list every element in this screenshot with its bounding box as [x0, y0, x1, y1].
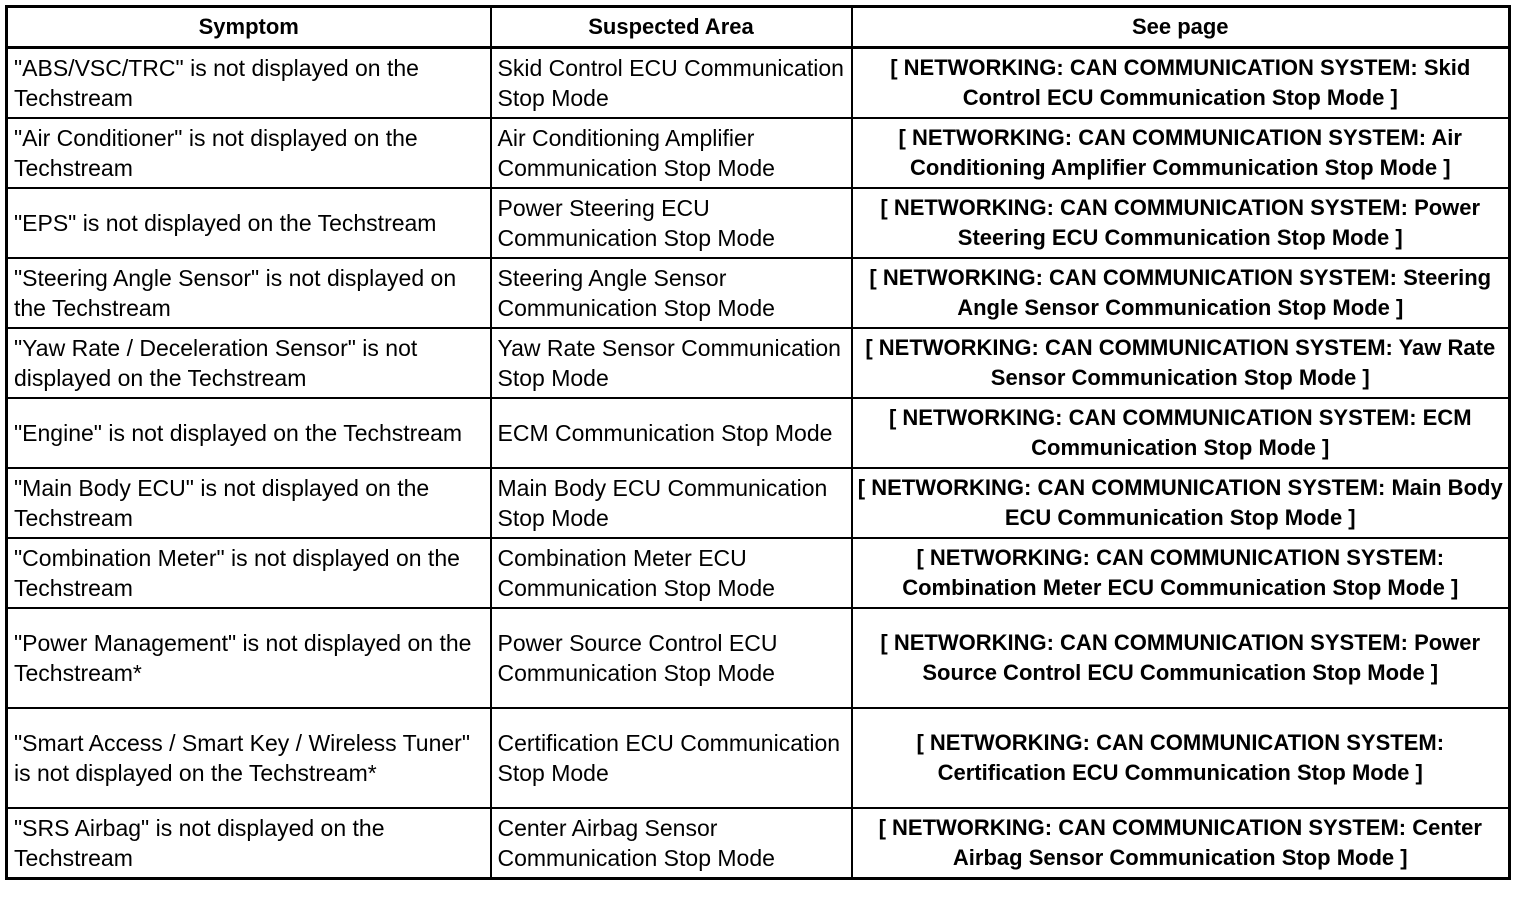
suspected-area-cell: Yaw Rate Sensor Communication Stop Mode	[491, 328, 852, 398]
table-row	[7, 48, 1510, 119]
suspected-area-cell: Power Steering ECU Communication Stop Mode	[491, 188, 852, 258]
header-suspected-area: Suspected Area	[491, 7, 852, 48]
suspected-area-cell: Main Body ECU Communication Stop Mode	[491, 468, 852, 538]
symptom-cell: "ABS/VSC/TRC" is not displayed on the Techstream	[7, 48, 491, 119]
table-row	[7, 538, 1510, 608]
table-row	[7, 398, 1510, 468]
symptom-cell: "SRS Airbag" is not displayed on the Techstream	[7, 808, 491, 879]
table-row	[7, 608, 1510, 708]
symptom-cell: "Air Conditioner" is not displayed on the Techstream	[7, 118, 491, 188]
symptom-cell: "Yaw Rate / Deceleration Sensor" is not displayed on the Techstream	[7, 328, 491, 398]
symptom-cell: "Main Body ECU" is not displayed on the Techstream	[7, 468, 491, 538]
table-row	[7, 808, 1510, 879]
symptom-table	[5, 5, 1511, 880]
header-see-page: See page	[852, 7, 1510, 48]
see-page-link[interactable]: [ NETWORKING: CAN COMMUNICATION SYSTEM: Skid Control ECU Communication Stop Mode ]	[852, 48, 1510, 119]
suspected-area-cell: Combination Meter ECU Communication Stop Mode	[491, 538, 852, 608]
suspected-area-cell: Skid Control ECU Communication Stop Mode	[491, 48, 852, 119]
table-row	[7, 708, 1510, 808]
symptom-cell: "EPS" is not displayed on the Techstream	[7, 188, 491, 258]
see-page-link[interactable]: [ NETWORKING: CAN COMMUNICATION SYSTEM: Combination Meter ECU Communication Stop Mode ]	[852, 538, 1510, 608]
symptom-cell: "Steering Angle Sensor" is not displayed on the Techstream	[7, 258, 491, 328]
suspected-area-cell: Certification ECU Communication Stop Mode	[491, 708, 852, 808]
see-page-link[interactable]: [ NETWORKING: CAN COMMUNICATION SYSTEM: Steering Angle Sensor Communication Stop Mode ]	[852, 258, 1510, 328]
suspected-area-cell: Power Source Control ECU Communication Stop Mode	[491, 608, 852, 708]
table-row	[7, 118, 1510, 188]
table-row	[7, 328, 1510, 398]
see-page-link[interactable]: [ NETWORKING: CAN COMMUNICATION SYSTEM: Main Body ECU Communication Stop Mode ]	[852, 468, 1510, 538]
table-header-row	[7, 7, 1510, 48]
see-page-link[interactable]: [ NETWORKING: CAN COMMUNICATION SYSTEM: Air Conditioning Amplifier Communication Stop Mode ]	[852, 118, 1510, 188]
table-row	[7, 468, 1510, 538]
symptom-cell: "Engine" is not displayed on the Techstream	[7, 398, 491, 468]
table-row	[7, 258, 1510, 328]
table-row	[7, 188, 1510, 258]
see-page-link[interactable]: [ NETWORKING: CAN COMMUNICATION SYSTEM: Power Source Control ECU Communication Stop Mode ]	[852, 608, 1510, 708]
header-symptom: Symptom	[7, 7, 491, 48]
symptom-cell: "Combination Meter" is not displayed on the Techstream	[7, 538, 491, 608]
see-page-link[interactable]: [ NETWORKING: CAN COMMUNICATION SYSTEM: Yaw Rate Sensor Communication Stop Mode ]	[852, 328, 1510, 398]
symptom-cell: "Smart Access / Smart Key / Wireless Tuner" is not displayed on the Techstream*	[7, 708, 491, 808]
suspected-area-cell: Air Conditioning Amplifier Communication Stop Mode	[491, 118, 852, 188]
suspected-area-cell: Steering Angle Sensor Communication Stop Mode	[491, 258, 852, 328]
symptom-cell: "Power Management" is not displayed on the Techstream*	[7, 608, 491, 708]
see-page-link[interactable]: [ NETWORKING: CAN COMMUNICATION SYSTEM: Power Steering ECU Communication Stop Mode ]	[852, 188, 1510, 258]
see-page-link[interactable]: [ NETWORKING: CAN COMMUNICATION SYSTEM: Certification ECU Communication Stop Mode ]	[852, 708, 1510, 808]
suspected-area-cell: ECM Communication Stop Mode	[491, 398, 852, 468]
see-page-link[interactable]: [ NETWORKING: CAN COMMUNICATION SYSTEM: Center Airbag Sensor Communication Stop Mode ]	[852, 808, 1510, 879]
see-page-link[interactable]: [ NETWORKING: CAN COMMUNICATION SYSTEM: ECM Communication Stop Mode ]	[852, 398, 1510, 468]
suspected-area-cell: Center Airbag Sensor Communication Stop Mode	[491, 808, 852, 879]
